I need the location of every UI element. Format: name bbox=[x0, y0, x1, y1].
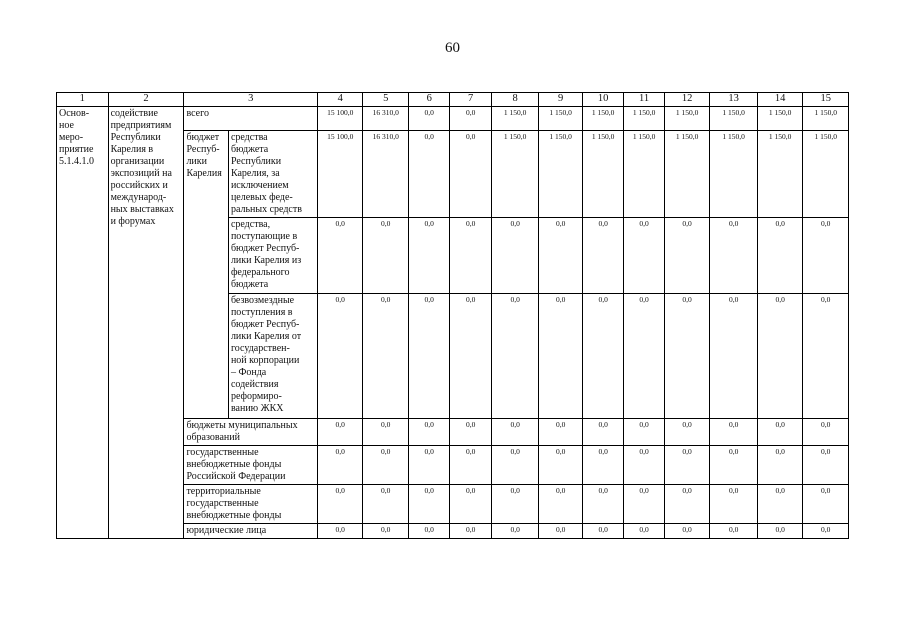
row-label: территориальные государственные внебюджетные фонды bbox=[184, 485, 318, 524]
value-cell: 0,0 bbox=[582, 446, 623, 485]
value-cell: 0,0 bbox=[408, 294, 449, 419]
value-cell: 0,0 bbox=[582, 419, 623, 446]
table-row bbox=[57, 107, 849, 131]
value-cell: 0,0 bbox=[582, 294, 623, 419]
row-label: государственные внебюджетные фонды Российской Федерации bbox=[184, 446, 318, 485]
value-cell: 0,0 bbox=[317, 524, 363, 539]
activity-description: содействие предприятиям Республики Карелия в организации экспозиций на российских и международ- ных выставках и форумах bbox=[108, 107, 184, 539]
value-cell: 0,0 bbox=[664, 294, 710, 419]
value-cell: 0,0 bbox=[757, 446, 803, 485]
value-cell: 1 150,0 bbox=[710, 131, 758, 218]
column-number-cell: 13 bbox=[710, 93, 758, 107]
value-cell: 0,0 bbox=[624, 446, 664, 485]
value-cell: 0,0 bbox=[710, 294, 758, 419]
value-cell: 0,0 bbox=[491, 446, 539, 485]
value-cell: 0,0 bbox=[363, 294, 409, 419]
value-cell: 0,0 bbox=[582, 218, 623, 294]
value-cell: 0,0 bbox=[317, 485, 363, 524]
column-number-cell: 14 bbox=[757, 93, 803, 107]
value-cell: 1 150,0 bbox=[757, 131, 803, 218]
value-cell: 0,0 bbox=[757, 419, 803, 446]
value-cell: 0,0 bbox=[624, 419, 664, 446]
budget-rk-label: бюджет Респуб- лики Карелия bbox=[184, 131, 229, 419]
value-cell: 0,0 bbox=[539, 419, 582, 446]
value-cell: 0,0 bbox=[803, 524, 849, 539]
value-cell: 0,0 bbox=[363, 446, 409, 485]
value-cell: 0,0 bbox=[408, 446, 449, 485]
value-cell: 0,0 bbox=[450, 524, 491, 539]
value-cell: 0,0 bbox=[803, 218, 849, 294]
value-cell: 0,0 bbox=[408, 524, 449, 539]
value-cell: 1 150,0 bbox=[624, 107, 664, 131]
value-cell: 15 100,0 bbox=[317, 131, 363, 218]
value-cell: 1 150,0 bbox=[624, 131, 664, 218]
value-cell: 0,0 bbox=[408, 107, 449, 131]
value-cell: 0,0 bbox=[624, 294, 664, 419]
value-cell: 0,0 bbox=[757, 524, 803, 539]
value-cell: 0,0 bbox=[363, 419, 409, 446]
value-cell: 0,0 bbox=[450, 485, 491, 524]
value-cell: 0,0 bbox=[539, 485, 582, 524]
column-number-cell: 9 bbox=[539, 93, 582, 107]
value-cell: 0,0 bbox=[363, 524, 409, 539]
value-cell: 0,0 bbox=[757, 294, 803, 419]
value-cell: 0,0 bbox=[757, 218, 803, 294]
value-cell: 0,0 bbox=[582, 524, 623, 539]
value-cell: 0,0 bbox=[491, 218, 539, 294]
value-cell: 0,0 bbox=[408, 485, 449, 524]
value-cell: 0,0 bbox=[317, 294, 363, 419]
value-cell: 0,0 bbox=[491, 294, 539, 419]
value-cell: 0,0 bbox=[664, 485, 710, 524]
value-cell: 1 150,0 bbox=[491, 131, 539, 218]
value-cell: 0,0 bbox=[539, 524, 582, 539]
value-cell: 1 150,0 bbox=[803, 131, 849, 218]
value-cell: 0,0 bbox=[539, 294, 582, 419]
column-number-cell: 4 bbox=[317, 93, 363, 107]
row-label: юридические лица bbox=[184, 524, 318, 539]
value-cell: 1 150,0 bbox=[803, 107, 849, 131]
value-cell: 0,0 bbox=[317, 446, 363, 485]
value-cell: 0,0 bbox=[710, 485, 758, 524]
value-cell: 0,0 bbox=[450, 218, 491, 294]
budget-table bbox=[56, 92, 849, 539]
column-number-cell: 10 bbox=[582, 93, 623, 107]
column-number-cell: 7 bbox=[450, 93, 491, 107]
value-cell: 0,0 bbox=[664, 218, 710, 294]
row-label: всего bbox=[184, 107, 318, 131]
value-cell: 0,0 bbox=[710, 524, 758, 539]
value-cell: 0,0 bbox=[450, 107, 491, 131]
value-cell: 0,0 bbox=[710, 446, 758, 485]
column-number-cell: 1 bbox=[57, 93, 109, 107]
value-cell: 1 150,0 bbox=[539, 131, 582, 218]
activity-name: Основ- ное меро- приятие 5.1.4.1.0 bbox=[57, 107, 109, 539]
value-cell: 1 150,0 bbox=[664, 107, 710, 131]
row-label: безвозмездные поступления в бюджет Респуб- лики Карелия от государствен- ной корпорации – Фонда содействия реформиро- ванию ЖКХ bbox=[228, 294, 317, 419]
value-cell: 0,0 bbox=[624, 524, 664, 539]
value-cell: 0,0 bbox=[450, 294, 491, 419]
page-number: 60 bbox=[445, 40, 460, 56]
value-cell: 1 150,0 bbox=[582, 131, 623, 218]
value-cell: 0,0 bbox=[624, 218, 664, 294]
value-cell: 0,0 bbox=[624, 485, 664, 524]
value-cell: 0,0 bbox=[757, 485, 803, 524]
value-cell: 1 150,0 bbox=[491, 107, 539, 131]
value-cell: 0,0 bbox=[582, 485, 623, 524]
value-cell: 0,0 bbox=[450, 131, 491, 218]
value-cell: 0,0 bbox=[803, 485, 849, 524]
value-cell: 0,0 bbox=[363, 485, 409, 524]
value-cell: 0,0 bbox=[450, 446, 491, 485]
column-number-cell: 15 bbox=[803, 93, 849, 107]
column-number-cell: 11 bbox=[624, 93, 664, 107]
value-cell: 0,0 bbox=[491, 485, 539, 524]
value-cell: 0,0 bbox=[450, 419, 491, 446]
value-cell: 1 150,0 bbox=[539, 107, 582, 131]
value-cell: 16 310,0 bbox=[363, 107, 409, 131]
value-cell: 1 150,0 bbox=[582, 107, 623, 131]
value-cell: 0,0 bbox=[408, 131, 449, 218]
value-cell: 0,0 bbox=[664, 524, 710, 539]
column-number-cell: 5 bbox=[363, 93, 409, 107]
value-cell: 0,0 bbox=[664, 419, 710, 446]
value-cell: 0,0 bbox=[539, 218, 582, 294]
value-cell: 0,0 bbox=[363, 218, 409, 294]
value-cell: 0,0 bbox=[317, 419, 363, 446]
column-number-row bbox=[57, 93, 849, 107]
column-number-cell: 8 bbox=[491, 93, 539, 107]
value-cell: 16 310,0 bbox=[363, 131, 409, 218]
column-number-cell: 12 bbox=[664, 93, 710, 107]
value-cell: 15 100,0 bbox=[317, 107, 363, 131]
value-cell: 0,0 bbox=[317, 218, 363, 294]
value-cell: 1 150,0 bbox=[664, 131, 710, 218]
row-label: средства бюджета Республики Карелия, за исключением целевых феде- ральных средств bbox=[228, 131, 317, 218]
column-number-cell: 2 bbox=[108, 93, 184, 107]
row-label: бюджеты муниципальных образований bbox=[184, 419, 318, 446]
value-cell: 0,0 bbox=[491, 524, 539, 539]
value-cell: 0,0 bbox=[710, 419, 758, 446]
column-number-cell: 6 bbox=[408, 93, 449, 107]
value-cell: 0,0 bbox=[803, 419, 849, 446]
value-cell: 1 150,0 bbox=[710, 107, 758, 131]
value-cell: 0,0 bbox=[539, 446, 582, 485]
value-cell: 0,0 bbox=[664, 446, 710, 485]
column-number-cell: 3 bbox=[184, 93, 318, 107]
value-cell: 0,0 bbox=[408, 218, 449, 294]
value-cell: 0,0 bbox=[408, 419, 449, 446]
value-cell: 0,0 bbox=[710, 218, 758, 294]
value-cell: 0,0 bbox=[803, 446, 849, 485]
row-label: средства, поступающие в бюджет Респуб- лики Карелия из федерального бюджета bbox=[228, 218, 317, 294]
value-cell: 1 150,0 bbox=[757, 107, 803, 131]
value-cell: 0,0 bbox=[803, 294, 849, 419]
value-cell: 0,0 bbox=[491, 419, 539, 446]
